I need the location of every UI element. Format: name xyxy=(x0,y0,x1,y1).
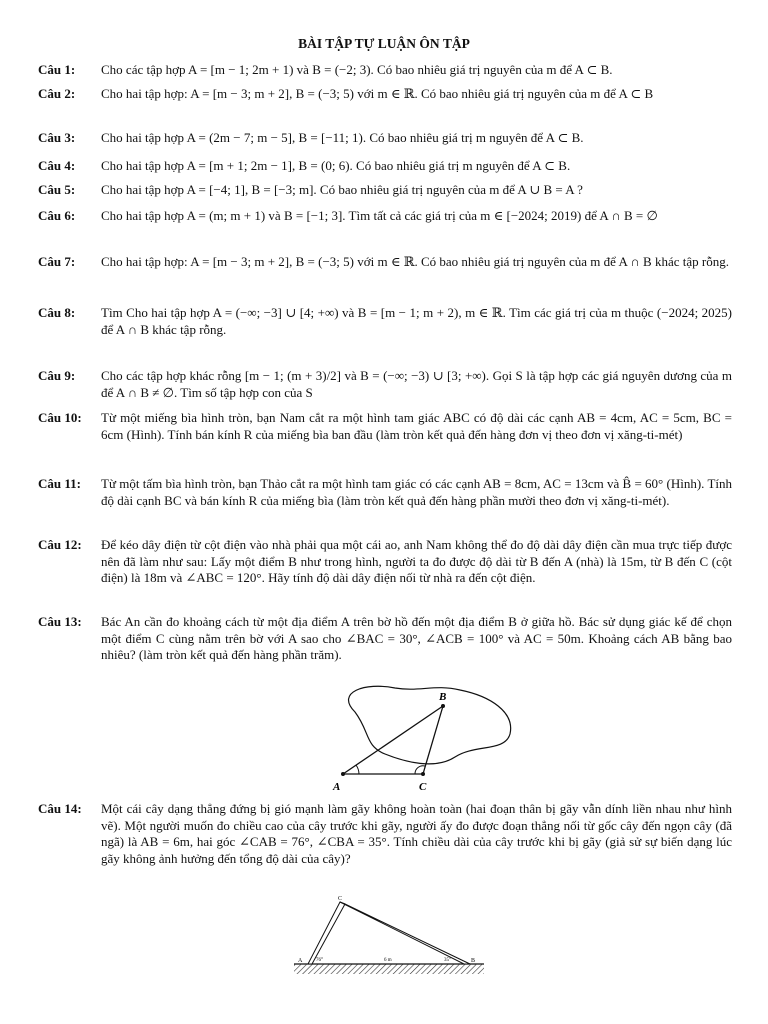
question-label: Câu 10: xyxy=(38,410,82,425)
point-b xyxy=(441,704,445,708)
question-label: Câu 8: xyxy=(38,305,76,320)
question-9 xyxy=(38,368,732,401)
question-3 xyxy=(38,130,732,147)
question-label: Câu 1: xyxy=(38,62,76,77)
angle-a-arc xyxy=(356,765,359,774)
question-text: Cho hai tập hợp A = (2m − 7; m − 5], B = [−11; 1). Có bao nhiêu giá trị m nguyên để A ⊂ B. xyxy=(101,130,584,145)
question-6 xyxy=(38,208,732,225)
label-c: C xyxy=(338,896,343,902)
label-b: B xyxy=(439,691,447,703)
question-text: Cho hai tập hợp A = (m; m + 1) và B = [−1; 3]. Tìm tất cả các giá trị của m ∈ [−2024; 2019) để A ∩ B = ∅ xyxy=(101,208,658,223)
question-text: Cho hai tập hợp: A = [m − 3; m + 2], B = (−3; 5) với m ∈ ℝ. Có bao nhiêu giá trị nguyên của m để A ⊂ B xyxy=(101,86,654,101)
question-text: Cho các tập hợp khác rỗng [m − 1; (m + 3)/2] và B = (−∞; −3) ∪ [3; +∞). Gọi S là tập hợp các giá nguyên dương của m để A ∩ B ≠ ∅. Tìm số tập hợp con của S xyxy=(101,368,732,400)
angle-a-label: 76° xyxy=(316,958,323,963)
question-2 xyxy=(38,86,732,103)
lake-figure xyxy=(325,682,525,796)
question-text: Để kéo dây điện từ cột điện vào nhà phải qua một cái ao, anh Nam không thể đo độ dài dây điện cần mua trực tiếp được nên đã làm như sau: Lấy một điểm B như trong hình, người ta đo được độ dài từ B đến A (nhà) là 15m, từ B đến C (cột điện) là 18m và ∠ABC = 120°. Hãy tính độ dài dây điện nối từ nhà ra đến cột điện. xyxy=(101,537,732,585)
question-text: Một cái cây dạng thẳng đứng bị gió mạnh làm gãy không hoàn toàn (hai đoạn thân bị gãy vẫn dính liền nhau như hình vẽ). Một người muốn đo chiều cao của cây trước khi gãy, người ấy đo được đoạn thẳng nối từ gốc cây đến ngọn cây (đã ngã) là AB = 6m, hai góc ∠CAB = 76°, ∠CBA = 35°. Tính chiều dài của cây trước khi bị gãy (giả sử sự biến dạng lúc gãy không ảnh hưởng đến tổng độ dài của cây)? xyxy=(101,801,732,866)
ground-hatch xyxy=(294,964,484,974)
question-label: Câu 13: xyxy=(38,614,82,629)
question-text: Cho các tập hợp A = [m − 1; 2m + 1) và B = (−2; 3). Có bao nhiêu giá trị nguyên của m để A ⊂ B. xyxy=(101,62,613,77)
question-13 xyxy=(38,614,732,664)
question-5 xyxy=(38,182,732,199)
question-label: Câu 9: xyxy=(38,368,76,383)
question-label: Câu 5: xyxy=(38,182,76,197)
label-b: B xyxy=(471,958,476,964)
question-label: Câu 7: xyxy=(38,254,76,269)
label-a: A xyxy=(333,781,341,793)
tree-figure xyxy=(288,892,490,984)
question-label: Câu 12: xyxy=(38,537,82,552)
question-label: Câu 14: xyxy=(38,801,82,816)
point-c xyxy=(421,772,425,776)
tree-trunk xyxy=(308,902,345,964)
question-text: Cho hai tập hợp A = [m + 1; 2m − 1], B = (0; 6). Có bao nhiêu giá trị m nguyên để A ⊂ B. xyxy=(101,158,571,173)
question-11 xyxy=(38,476,732,509)
length-label: 6 m xyxy=(384,958,392,963)
question-label: Câu 3: xyxy=(38,130,76,145)
question-label: Câu 4: xyxy=(38,158,76,173)
point-a xyxy=(341,772,345,776)
question-label: Câu 11: xyxy=(38,476,81,491)
question-1 xyxy=(38,62,732,79)
label-c: C xyxy=(419,781,427,793)
question-text: Từ một miếng bìa hình tròn, bạn Nam cắt ra một hình tam giác ABC có độ dài các cạnh AB = 4cm, AC = 5cm, BC = 6cm (Hình). Tính bán kính R của miếng bìa ban đầu (làm tròn kết quả đến hàng đơn vị theo đơn vị xăng-ti-mét) xyxy=(101,410,732,442)
question-text: Cho hai tập hợp: A = [m − 3; m + 2], B = (−3; 5) với m ∈ ℝ. Có bao nhiêu giá trị nguyên của m để A ∩ B khác tập rỗng. xyxy=(101,254,729,269)
question-label: Câu 2: xyxy=(38,86,76,101)
question-text: Tìm Cho hai tập hợp A = (−∞; −3] ∪ [4; +∞) và B = [m − 1; m + 2), m ∈ ℝ. Tìm các giá trị của m thuộc (−2024; 2025) để A ∩ B khác tập rỗng. xyxy=(101,305,732,337)
question-label: Câu 6: xyxy=(38,208,76,223)
question-text: Cho hai tập hợp A = [−4; 1], B = [−3; m]. Có bao nhiêu giá trị nguyên của m để A ∪ B = A ? xyxy=(101,182,583,197)
question-10 xyxy=(38,410,732,443)
question-12 xyxy=(38,537,732,587)
question-14 xyxy=(38,801,732,867)
tree-top xyxy=(340,902,470,964)
angle-b-label: 35° xyxy=(444,958,451,963)
question-text: Bác An cần đo khoảng cách từ một địa điểm A trên bờ hồ đến một địa điểm B ở giữa hồ. Bác sử dụng giác kế để chọn một điểm C cùng nằm trên bờ với A sao cho ∠BAC = 30°, ∠ACB = 100° và AC = 50m. Khoảng cách AB bằng bao nhiêu? (làm tròn kết quả đến hàng phần trăm). xyxy=(101,614,732,662)
question-4 xyxy=(38,158,732,175)
question-7 xyxy=(38,254,732,271)
label-a: A xyxy=(298,958,303,964)
question-text: Từ một tấm bìa hình tròn, bạn Thảo cắt ra một hình tam giác có các cạnh AB = 8cm, AC = 13cm và B̂ = 60° (Hình). Tính độ dài cạnh BC và bán kính R của miếng bìa (làm tròn kết quả đến hàng phần mười theo đơn vị xăng-ti-mét). xyxy=(101,476,732,508)
page-title: BÀI TẬP TỰ LUẬN ÔN TẬP xyxy=(298,36,470,51)
question-8 xyxy=(38,305,732,338)
